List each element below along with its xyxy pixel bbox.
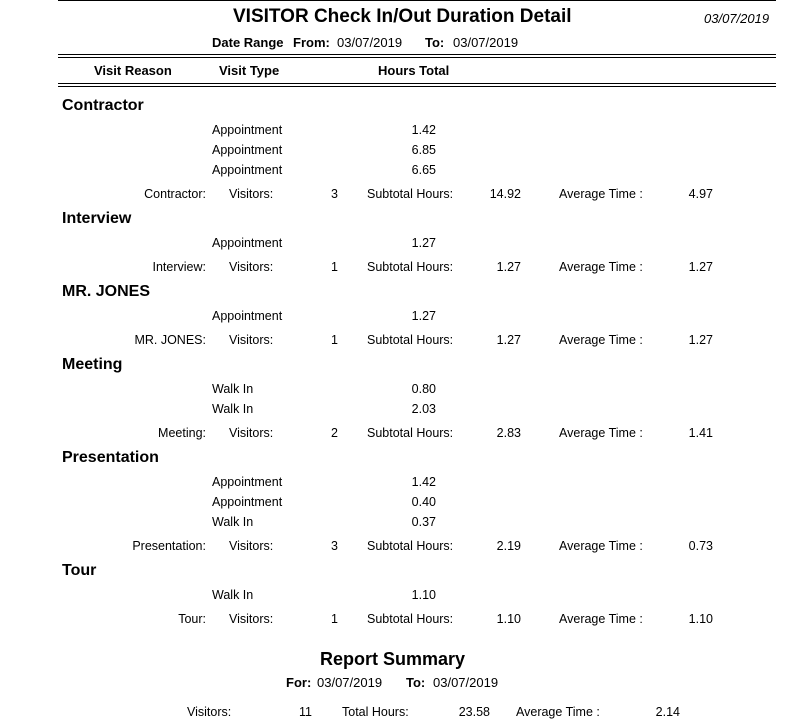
average-time-label: Average Time : (559, 333, 643, 347)
hours-cell: 1.42 (411, 475, 436, 489)
visit-type-cell: Appointment (212, 236, 283, 250)
summary-average-label: Average Time : (516, 705, 600, 719)
header-rule-lower (58, 57, 776, 58)
group-header: Presentation (62, 449, 159, 466)
average-time-value: 1.10 (688, 612, 713, 626)
visitors-label: Visitors: (229, 187, 274, 201)
subtotal-hours-label: Subtotal Hours: (367, 426, 454, 440)
visitors-count: 1 (331, 333, 338, 347)
subtotal-hours-label: Subtotal Hours: (367, 539, 454, 553)
subtotal-hours-value: 1.10 (496, 612, 521, 626)
visit-type-cell: Appointment (212, 123, 283, 137)
subtotal-hours-label: Subtotal Hours: (367, 260, 454, 274)
columns-rule-lower (58, 86, 776, 87)
summary-to-label: To: (406, 675, 426, 690)
average-time-value: 1.41 (688, 426, 713, 440)
subtotal-hours-value: 14.92 (489, 187, 521, 201)
group-header: Interview (62, 210, 132, 227)
top-rule (58, 0, 776, 1)
summary-visitors-label: Visitors: (187, 705, 232, 719)
summary-for-value: 03/07/2019 (317, 675, 383, 690)
subtotal-hours-value: 2.19 (496, 539, 521, 553)
visit-type-cell: Walk In (212, 382, 254, 396)
col-visit-reason: Visit Reason (94, 63, 172, 78)
subtotal-hours-label: Subtotal Hours: (367, 187, 454, 201)
visit-type-cell: Appointment (212, 163, 283, 177)
average-time-value: 1.27 (688, 260, 713, 274)
average-time-label: Average Time : (559, 426, 643, 440)
summary-to-value: 03/07/2019 (433, 675, 499, 690)
visit-type-cell: Appointment (212, 143, 283, 157)
hours-cell: 1.27 (411, 236, 436, 250)
hours-cell: 1.42 (411, 123, 436, 137)
date-range-label: Date Range (212, 35, 284, 50)
subtotal-hours-value: 1.27 (496, 333, 521, 347)
group-footer-label: Interview: (152, 260, 206, 274)
visitors-label: Visitors: (229, 260, 274, 274)
hours-cell: 1.10 (411, 588, 436, 602)
visit-type-cell: Walk In (212, 588, 254, 602)
hours-cell: 0.40 (411, 495, 436, 509)
group-header: Meeting (62, 356, 123, 373)
col-hours-total: Hours Total (378, 63, 450, 78)
average-time-label: Average Time : (559, 539, 643, 553)
average-time-value: 4.97 (688, 187, 713, 201)
group-header: Tour (62, 562, 97, 579)
visitors-count: 2 (331, 426, 338, 440)
col-visit-type: Visit Type (219, 63, 280, 78)
hours-cell: 1.27 (411, 309, 436, 323)
from-value: 03/07/2019 (337, 35, 403, 50)
average-time-value: 0.73 (688, 539, 713, 553)
visitors-label: Visitors: (229, 612, 274, 626)
summary-total-hours-label: Total Hours: (342, 705, 409, 719)
visitors-count: 3 (331, 539, 338, 553)
summary-average-value: 2.14 (655, 705, 680, 719)
group-footer-label: MR. JONES: (134, 333, 206, 347)
subtotal-hours-value: 2.83 (496, 426, 521, 440)
header-rule-upper (58, 54, 776, 55)
subtotal-hours-value: 1.27 (496, 260, 521, 274)
visitors-label: Visitors: (229, 539, 274, 553)
summary-for-label: For: (286, 675, 312, 690)
visitors-count: 1 (331, 612, 338, 626)
visit-type-cell: Walk In (212, 402, 254, 416)
subtotal-hours-label: Subtotal Hours: (367, 333, 454, 347)
group-header: Contractor (62, 97, 144, 114)
to-label: To: (425, 35, 445, 50)
group-footer-label: Meeting: (158, 426, 206, 440)
visitors-label: Visitors: (229, 333, 274, 347)
visitors-count: 1 (331, 260, 338, 274)
to-value: 03/07/2019 (453, 35, 519, 50)
summary-total-hours-value: 23.58 (458, 705, 490, 719)
visit-type-cell: Appointment (212, 495, 283, 509)
hours-cell: 2.03 (411, 402, 436, 416)
group-footer-label: Tour: (178, 612, 206, 626)
hours-cell: 0.37 (411, 515, 436, 529)
visit-type-cell: Appointment (212, 309, 283, 323)
average-time-value: 1.27 (688, 333, 713, 347)
visit-type-cell: Appointment (212, 475, 283, 489)
summary-visitors-value: 11 (299, 705, 312, 719)
summary-title: Report Summary (320, 649, 466, 669)
average-time-label: Average Time : (559, 260, 643, 274)
visit-type-cell: Walk In (212, 515, 254, 529)
average-time-label: Average Time : (559, 612, 643, 626)
report-title: VISITOR Check In/Out Duration Detail (233, 6, 572, 27)
group-footer-label: Contractor: (144, 187, 206, 201)
group-footer-label: Presentation: (132, 539, 206, 553)
columns-rule-upper (58, 83, 776, 84)
visitors-count: 3 (331, 187, 338, 201)
hours-cell: 6.85 (411, 143, 436, 157)
visitors-label: Visitors: (229, 426, 274, 440)
average-time-label: Average Time : (559, 187, 643, 201)
hours-cell: 0.80 (411, 382, 436, 396)
from-label: From: (293, 35, 330, 50)
group-header: MR. JONES (62, 283, 151, 300)
hours-cell: 6.65 (411, 163, 436, 177)
print-date: 03/07/2019 (704, 11, 770, 26)
subtotal-hours-label: Subtotal Hours: (367, 612, 454, 626)
